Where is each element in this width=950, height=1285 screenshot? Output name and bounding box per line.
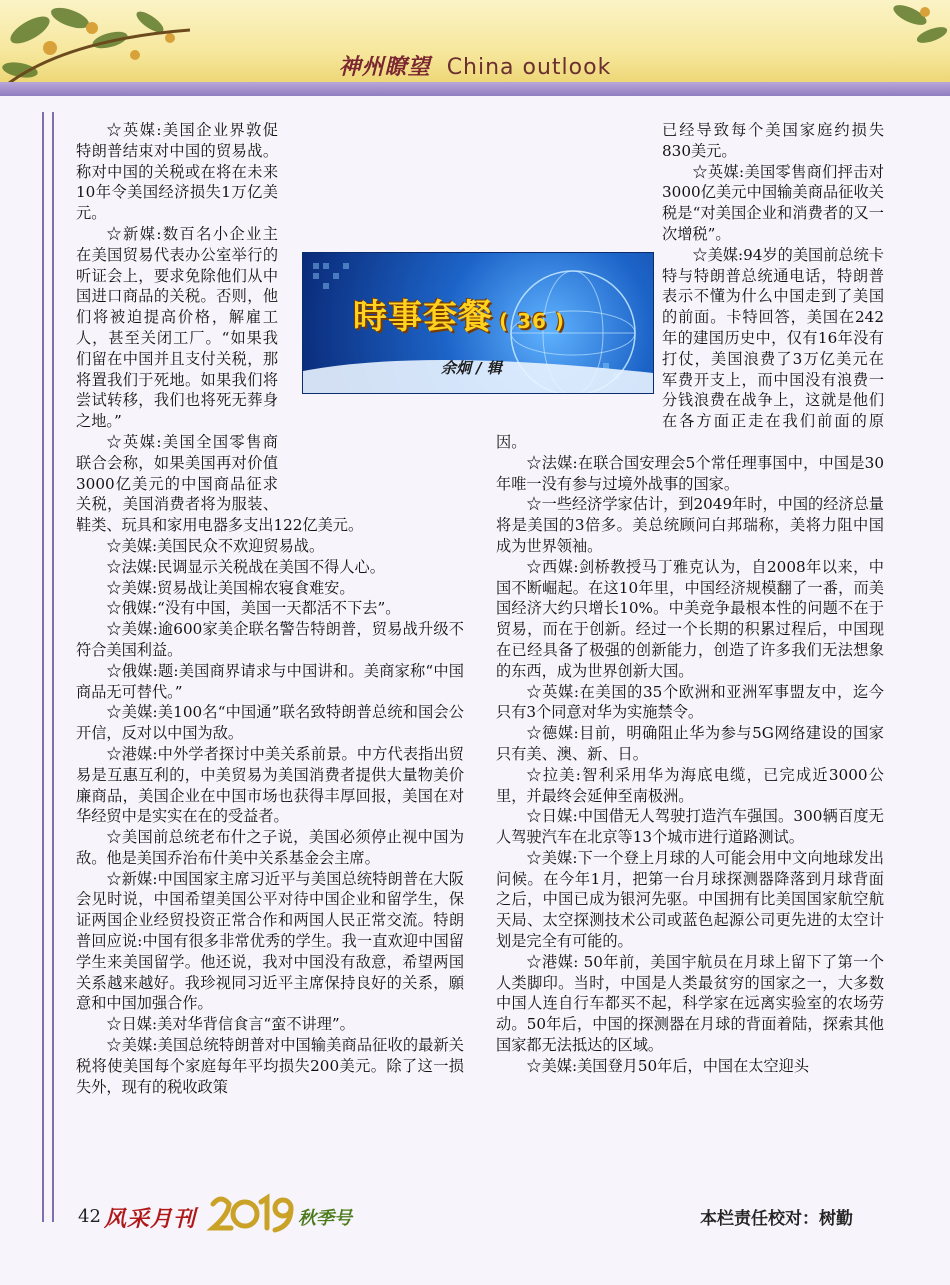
news-item: ☆美媒:美100名“中国通”联名致特朗普总统和国会公开信，反对以中国为敌。 [76, 703, 464, 743]
news-item: ☆拉美:智利采用华为海底电缆，已完成近3000公里，并最终会延伸至南极洲。 [496, 765, 884, 805]
page-footer [0, 1190, 950, 1250]
section-title-en: China outlook [446, 55, 612, 80]
news-item: ☆美国前总统老布什之子说，美国必须停止视中国为敌。他是美国乔治布什美中关系基金会主席。 [76, 828, 464, 867]
news-item: ☆港媒: 50年前，美国宇航员在月球上留下了第一个人类脚印。当时，中国是人类最贫穷的国家之一，大多数中国人连自行车都买不起，科学家在远离实验室的农场劳动。50年后，中国的探测器在月球的背面着陆，探索其他国家都无法抵达的区域。 [496, 952, 884, 1055]
news-item: ☆美媒:下一个登上月球的人可能会用中文向地球发出问候。在今年1月，把第一台月球探测器降落到月球背面之后，中国已成为银河先驱。中国拥有比美国国家航空航天局、太空探测技术公司或蓝色起源公司更先进的太空计划是完全有可能的。 [496, 848, 884, 951]
news-item: ☆美媒:美国民众不欢迎贸易战。 [106, 536, 325, 555]
section-title [0, 50, 950, 81]
news-item: ☆英媒:美国企业界敦促特朗普结束对中国的贸易战。称对中国的关税或在将在未来10年令美国经济损失1万亿美元。 [76, 121, 278, 223]
banner-issue-number: ( 36 ) [499, 309, 566, 333]
news-item: ☆法媒:在联合国安理会5个常任理事国中，中国是30年唯一没有参与过境外战事的国家。 [496, 453, 884, 493]
banner-title: 時事套餐 ( 36 ) [353, 297, 566, 337]
banner-float-space [278, 224, 464, 512]
proofreader-credit: 本栏责任校对：树勤 [700, 1209, 853, 1229]
news-item: ☆新媒:数百名小企业主在美国贸易代表办公室举行的听证会上，要求免除他们从中国进口商品的关税。否则，他们将被迫提高价格，解雇工人，甚至关闭工厂。“如果我们留在中国并且支付关税，那将置我们于死地。如果我们将尝试转移，我们也将死无葬身之地。” [76, 224, 278, 431]
news-item: ☆德媒:目前，明确阻止华为参与5G网络建设的国家只有美、澳、新、日。 [496, 724, 884, 763]
news-item: ☆英媒:美国零售商们抨击对3000亿美元中国输美商品征收关税是“对美国企业和消费者的又一次增税”。 [662, 162, 884, 243]
season-label: 秋季号 [298, 1208, 352, 1229]
news-item: ☆美媒:94岁的美国前总统卡特与特朗普总统通电话，特朗普表示不懂为什么中国走到了美国的前面。卡特回答，美国在242年的建国历史中，仅有16年没有打仗，美国浪费了3万亿美元在军费开支上，而中国没有浪费一分钱浪费在战争上，这就是他们在各方面正走在我们前面的原因。 [496, 245, 884, 451]
year-logo-icon [205, 1190, 295, 1236]
magazine-name: 风采月刊 [104, 1206, 197, 1232]
news-item: ☆美媒:贸易战让美国棉农寝食难安。 [106, 578, 355, 597]
section-title-cn: 神州瞭望 [338, 55, 431, 80]
article-column-right [496, 120, 884, 1077]
news-item: ☆美媒:逾600家美企联名警告特朗普，贸易战升级不符合美国利益。 [76, 620, 464, 659]
news-item: ☆俄媒:“没有中国，美国一天都活不下去”。 [106, 599, 401, 618]
news-item: ☆新媒:中国国家主席习近平与美国总统特朗普在大阪会见时说，中国希望美国公平对待中国企业和留学生，保证两国企业经贸投资正常合作和两国人民正常交流。特朗普回应说:中国有很多非常优秀的学生。我一直欢迎中国留学生来美国留学。他还说，我对中国没有敌意，希望两国关系越来越好。我珍视同习近平主席保持良好的关系，願意和中国加强合作。 [76, 869, 464, 1013]
news-item: ☆日媒:美对华背信食言“蛮不讲理”。 [106, 1015, 355, 1034]
news-item: ☆英媒:在美国的35个欧洲和亚洲军事盟友中，迄今只有3个同意对华为实施禁令。 [496, 682, 884, 722]
page-header [0, 0, 950, 96]
news-item: ☆法媒:民调显示关税战在美国不得人心。 [106, 557, 385, 576]
news-item: ☆美媒:美国登月50年后，中国在太空迎头 [526, 1056, 810, 1075]
news-item: ☆俄媒:题:美国商界请求与中国讲和。美商家称“中国商品无可替代。” [76, 661, 464, 701]
news-item: ☆美媒:美国总统特朗普对中国输美商品征收的最新关税将使美国每个家庭每年平均损失200美元。除了这一损失外，现有的税收政策 [76, 1036, 464, 1096]
news-item: ☆西媒:剑桥教授马丁雅克认为，自2008年以来，中国不断崛起。在这10年里，中国经济规模翻了一番，而美国经济大约只增长10%。中美竞争最根本性的问题不在于贸易，而在于创新。经过一个长期的积累过程后，中国现在已经具备了极强的创新能力，创造了许多我们无法想象的东西，成为世界创新大国。 [496, 557, 884, 680]
left-border-rails [42, 112, 54, 1222]
news-item: ☆港媒:中外学者探讨中美关系前景。中方代表指出贸易是互惠互利的，中美贸易为美国消费者提供大量物美价廉商品，美国企业在中国市场也获得丰厚回报，美国在对华经贸中是实实在在的受益者。 [76, 744, 464, 826]
news-item: ☆日媒:中国借无人驾驶打造汽车强国。300辆百度无人驾驶汽车在北京等13个城市进行道路测试。 [496, 807, 884, 847]
page-number: 42 [78, 1206, 101, 1227]
news-item: ☆一些经济学家估计，到2049年时，中国的经济总量将是美国的3倍多。美总统顾问白邦瑞称，美将力阻中国成为世界领袖。 [496, 495, 884, 555]
article-column-left [76, 120, 464, 1097]
banner-author: 余炯 / 辑 [441, 359, 502, 377]
banner-float-space [496, 204, 662, 416]
news-item: ☆英媒:美国全国零售商联合会称，如果美国再对价值3000亿美元的中国商品征求关税，美国消费者将为服装、鞋类、玩具和家用电器多支出122亿美元。 [76, 432, 364, 535]
news-item: 已经导致每个美国家庭约损失830美元。 [662, 121, 884, 160]
